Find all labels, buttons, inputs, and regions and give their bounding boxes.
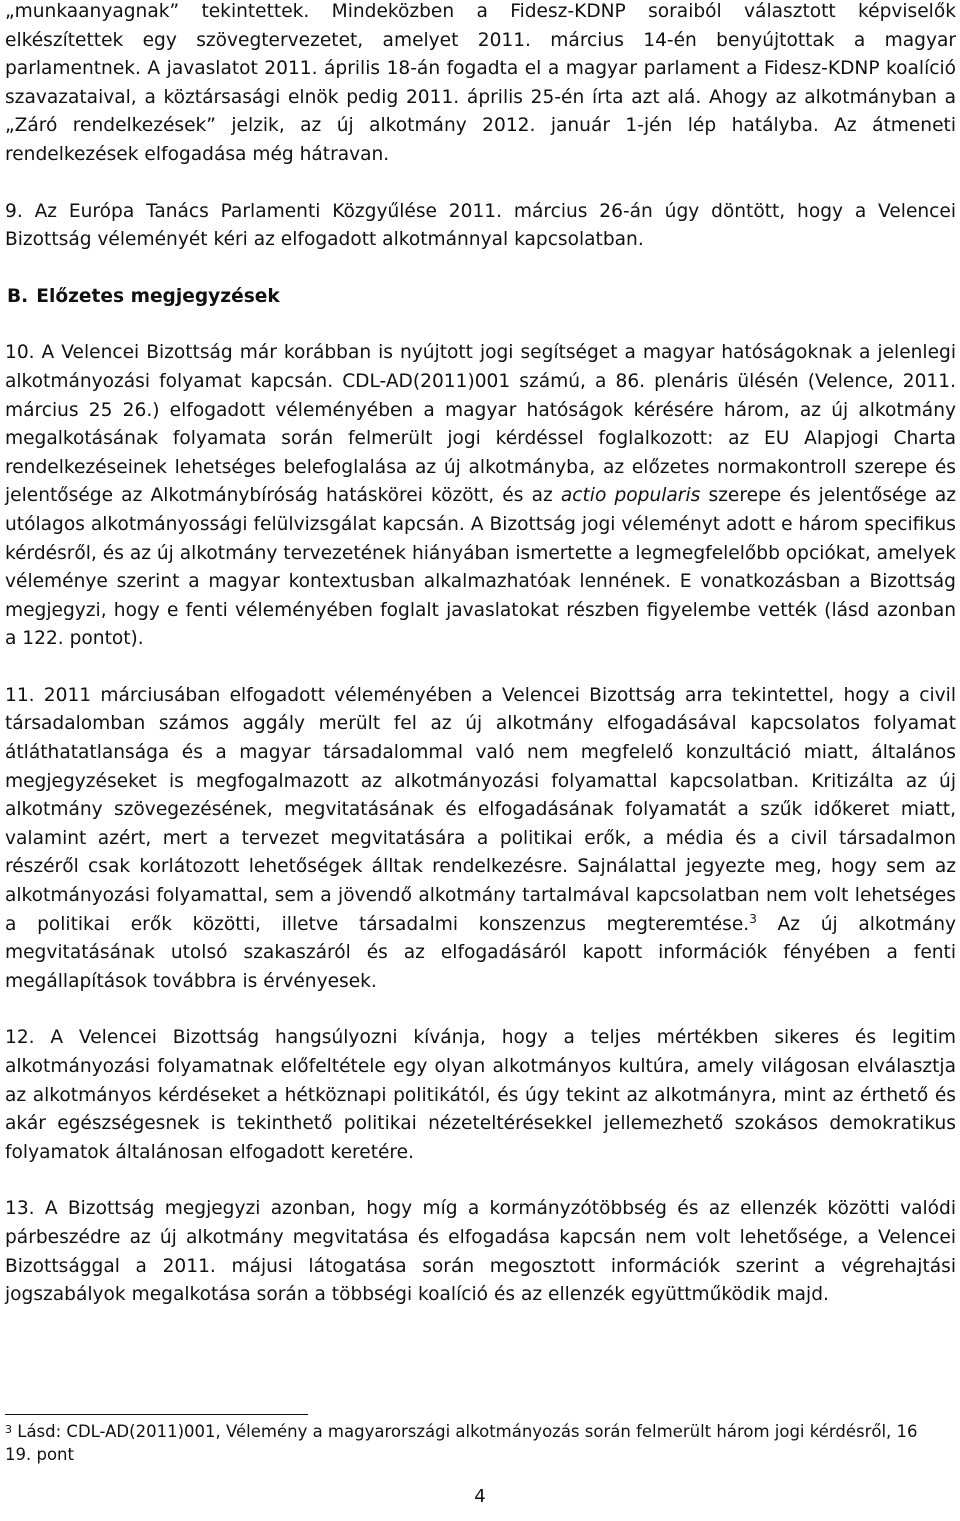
- paragraph-intro: „munkaanyagnak” tekintettek. Mindeközben a Fidesz-KDNP soraiból választott képviselők elkészítettek egy szövegtervezetet, amelyet 2011. március 14-én benyújtottak a magyar parlamentnek. A javaslatot 2011. április 18-án fogadta el a magyar parlament a Fidesz-KDNP koalíció szavazataival, a köztársasági elnök pedig 2011. április 25-én írta azt alá. Ahogy az alkotmányban a „Záró rendelkezések” jelzik, az új alkotmány 2012. január 1-jén lép hatályba. Az átmeneti rendelkezések elfogadása még hátravan.: [5, 1, 956, 165]
- page-number: 4: [474, 1486, 486, 1507]
- section-letter: B.: [7, 285, 29, 307]
- footnote-number: 3: [5, 1423, 12, 1436]
- paragraph-10: 10. A Velencei Bizottság már korábban is nyújtott jogi segítséget a magyar hatóságoknak a jelenlegi alkotmányozási folyamat kapcsán. CDL-AD(2011)001 számú, a 86. plenáris ülésén (Velence, 2011. március 25 26.) elfogadott véleményében a magyar hatóságok kérésére három, az új alkotmány megalkotásának folyamata során felmerült jogi kérdéssel foglalkozott: az EU Alapjogi Charta rendelkezéseinek lehetséges belefoglalása az új alkotmányba, az előzetes normakontroll szerepe és jelentősége az Alkotmánybíróság hatáskörei között, és az actio popularis szerepe és jelentősége az utólagos alkotmányossági felülvizsgálat kapcsán. A Bizottság jogi véleményt adott e három specifikus kérdésről, és az új alkotmány tervezetének hiányában ismertette a legmegfelelőbb opciókat, amelyek véleménye szerint a magyar kontextusban alkalmazhatóak lennének. E vonatkozásban a Bizottság megjegyzi, hogy e fenti véleményében foglalt javaslatokat részben figyelembe vették (lásd azonban a 122. pontot).: [5, 342, 957, 650]
- paragraph-12: 12. A Velencei Bizottság hangsúlyozni kívánja, hogy a teljes mértékben sikeres és legitim alkotmányozási folyamatnak előfeltétele egy olyan alkotmányos kultúra, amely világosan elválasztja az alkotmányos kérdéseket a hétköznapi politikától, és úgy tekint az alkotmányra, mint az érthető és akár egészségesnek is tekinthető politikai nézeteltérésekkel jellemezhető szokásos demokratikus folyamatok általánosan elfogadott keretére.: [5, 1027, 956, 1163]
- paragraph-13: 13. A Bizottság megjegyzi azonban, hogy míg a kormányzótöbbség és az ellenzék közötti valódi párbeszédre az új alkotmány megvitatása és elfogadása kapcsán nem volt lehetősége, a Velencei Bizottsággal a 2011. májusi látogatása során megosztott információk szerint a végrehajtási jogszabályok megalkotása során a többségi koalíció és az ellenzék együttműködik majd.: [5, 1198, 956, 1306]
- footnote-divider: [5, 1414, 308, 1415]
- footnote: [5, 1420, 945, 1466]
- section-heading-b: [5, 283, 956, 312]
- paragraph-9: 9. Az Európa Tanács Parlamenti Közgyűlése 2011. március 26-án úgy döntött, hogy a Velencei Bizottság véleményét kéri az elfogadott alkotmánnyal kapcsolatban.: [5, 200, 956, 251]
- document-page: [5, 0, 956, 1310]
- latin-term: actio popularis: [560, 485, 701, 507]
- section-title: Előzetes megjegyzések: [36, 285, 280, 307]
- footnote-text: Lásd: CDL-AD(2011)001, Vélemény a magyarországi alkotmányozás során felmerült három jogi kérdésről, 16 19. pont: [5, 1422, 918, 1464]
- paragraph-11: 11. 2011 márciusában elfogadott véleményében a Velencei Bizottság arra tekintettel, hogy a civil társadalomban számos aggály merült fel az új alkotmány elfogadásával kapcsolatos folyamat átláthatatlansága és a magyar társadalommal való nem megfelelő konzultáció miatt, általános megjegyzéseket is megfogalmazott az alkotmányozási folyamattal kapcsolatban. Kritizálta az új alkotmány szövegezésének, megvitatásának és elfogadásának folyamatát a szűk időkeret miatt, valamint azért, mert a tervezet megvitatására a politikai erők, a média és a civil társadalmon részéről csak korlátozott lehetőségek álltak rendelkezésre. Sajnálattal jegyezte meg, hogy sem az alkotmányozási folyamattal, sem a jövendő alkotmány tartalmával kapcsolatban nem volt lehetséges a politikai erők közötti, illetve társadalmi konszenzus megteremtése.$^3$ Az új alkotmány megvitatásának utolsó szakaszáról és az elfogadásáról kapott információk fényében a fenti megállapítások továbbra is érvényesek.: [5, 684, 956, 992]
- footnote-reference[interactable]: 3: [749, 911, 757, 926]
